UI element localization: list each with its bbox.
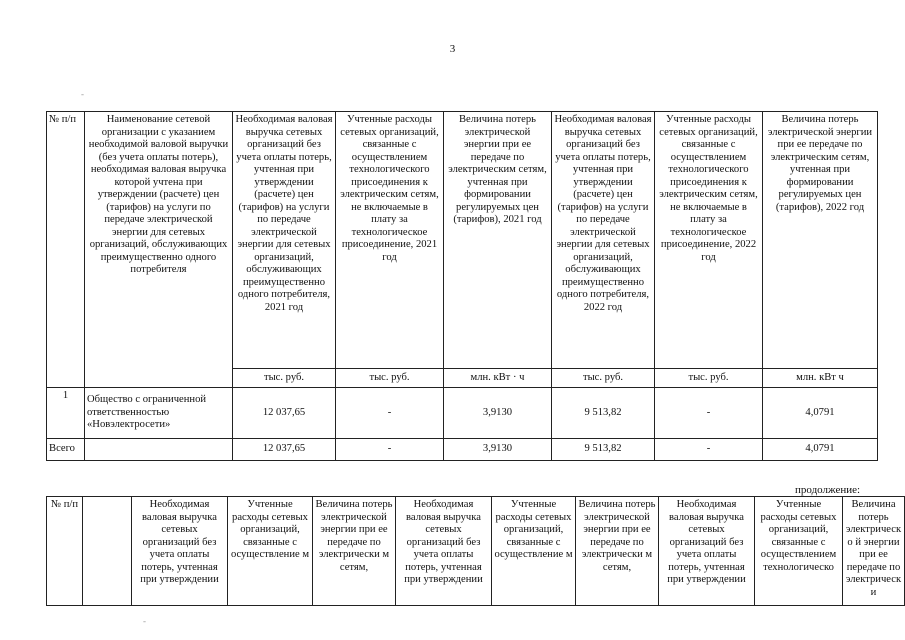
unit-cell: тыс. руб.: [552, 369, 655, 388]
total-row: [47, 439, 878, 461]
unit-cell: млн. кВт ч: [763, 369, 878, 388]
page-number: 3: [449, 43, 456, 55]
main-table: [46, 111, 878, 461]
row-value: -: [655, 388, 763, 439]
header-losses: Величина потерь электрическо й энергии при ее передаче по электрически: [843, 497, 905, 606]
row-value: -: [336, 388, 444, 439]
header-losses-2022: Величина потерь электрической энергии при ее передаче по электрическим сетям, учтенная при формировании регулируемых цен (тарифов), 2022 год: [763, 112, 878, 369]
total-value: -: [336, 439, 444, 461]
continuation-table: [46, 496, 905, 606]
unit-cell: тыс. руб.: [233, 369, 336, 388]
header-expenses: Учтенные расходы сетевых организаций, связанные с осуществлением технологическо: [755, 497, 843, 606]
header-org-name: Наименование сетевой организации с указанием необходимой валовой выручки (без учета оплаты потерь), необходимая валовая выручка которой учтена при утверждении (расчете) цен (тарифов) на услуги по передаче электрической энергии для сетевых организаций, обслуживающих преимущественно одного потребителя: [85, 112, 233, 388]
row-org-name: Общество с ограниченной ответственностью «Новэлектросети»: [85, 388, 233, 439]
scan-mark: -: [81, 89, 84, 99]
row-value: 3,9130: [444, 388, 552, 439]
header-nvv-2022: Необходимая валовая выручка сетевых организаций без учета оплаты потерь, учтенная при утверждении (расчете) цен (тарифов) на услуги по передаче электрической энергии для сетевых организаций, обслуживающих преимущественно одного потребителя, 2022 год: [552, 112, 655, 369]
header-row: [47, 112, 878, 369]
table-row: [47, 388, 878, 439]
total-value: 4,0791: [763, 439, 878, 461]
header-nvv-2021: Необходимая валовая выручка сетевых организаций без учета оплаты потерь, учтенная при утверждении (расчете) цен (тарифов) на услуги по передаче электрической энергии для сетевых организаций, обслуживающих преимущественно одного потребителя, 2021 год: [233, 112, 336, 369]
total-value: 12 037,65: [233, 439, 336, 461]
total-value: -: [655, 439, 763, 461]
header-num: № п/п: [47, 112, 85, 388]
header-num: № п/п: [47, 497, 83, 606]
header-nvv: Необходимая валовая выручка сетевых организаций без учета оплаты потерь, учтенная при утверждении: [659, 497, 755, 606]
unit-cell: тыс. руб.: [655, 369, 763, 388]
total-value: 9 513,82: [552, 439, 655, 461]
header-nvv: Необходимая валовая выручка сетевых организаций без учета оплаты потерь, учтенная при утверждении: [132, 497, 228, 606]
header-losses: Величина потерь электрической энергии при ее передаче по электрически м сетям,: [313, 497, 396, 606]
total-value: 3,9130: [444, 439, 552, 461]
total-empty: [85, 439, 233, 461]
row-value: 12 037,65: [233, 388, 336, 439]
header-expenses: Учтенные расходы сетевых организаций, связанные с осуществление м: [228, 497, 313, 606]
continuation-header-row: [47, 497, 905, 606]
header-losses-2021: Величина потерь электрической энергии при ее передаче по электрическим сетям, учтенная при формировании регулируемых цен (тарифов), 2021 год: [444, 112, 552, 369]
header-expenses-2022: Учтенные расходы сетевых организаций, связанные с осуществлением технологического присоединения к электрическим сетям, не включаемые в плату за технологическое присоединение, 2022 год: [655, 112, 763, 369]
scan-mark: -: [143, 616, 146, 626]
header-empty: [83, 497, 132, 606]
header-nvv: Необходимая валовая выручка сетевых организаций без учета оплаты потерь, учтенная при утверждении: [396, 497, 492, 606]
header-losses: Величина потерь электрической энергии при ее передаче по электрически м сетям,: [576, 497, 659, 606]
unit-cell: млн. кВт · ч: [444, 369, 552, 388]
unit-cell: тыс. руб.: [336, 369, 444, 388]
header-expenses: Учтенные расходы сетевых организаций, связанные с осуществление м: [492, 497, 576, 606]
total-label: Всего: [47, 439, 85, 461]
continuation-label: продолжение:: [795, 484, 861, 496]
header-expenses-2021: Учтенные расходы сетевых организаций, связанные с осуществлением технологического присоединения к электрическим сетям, не включаемые в плату за технологическое присоединение, 2021 год: [336, 112, 444, 369]
row-value: 9 513,82: [552, 388, 655, 439]
row-value: 4,0791: [763, 388, 878, 439]
row-num: 1: [47, 388, 85, 439]
